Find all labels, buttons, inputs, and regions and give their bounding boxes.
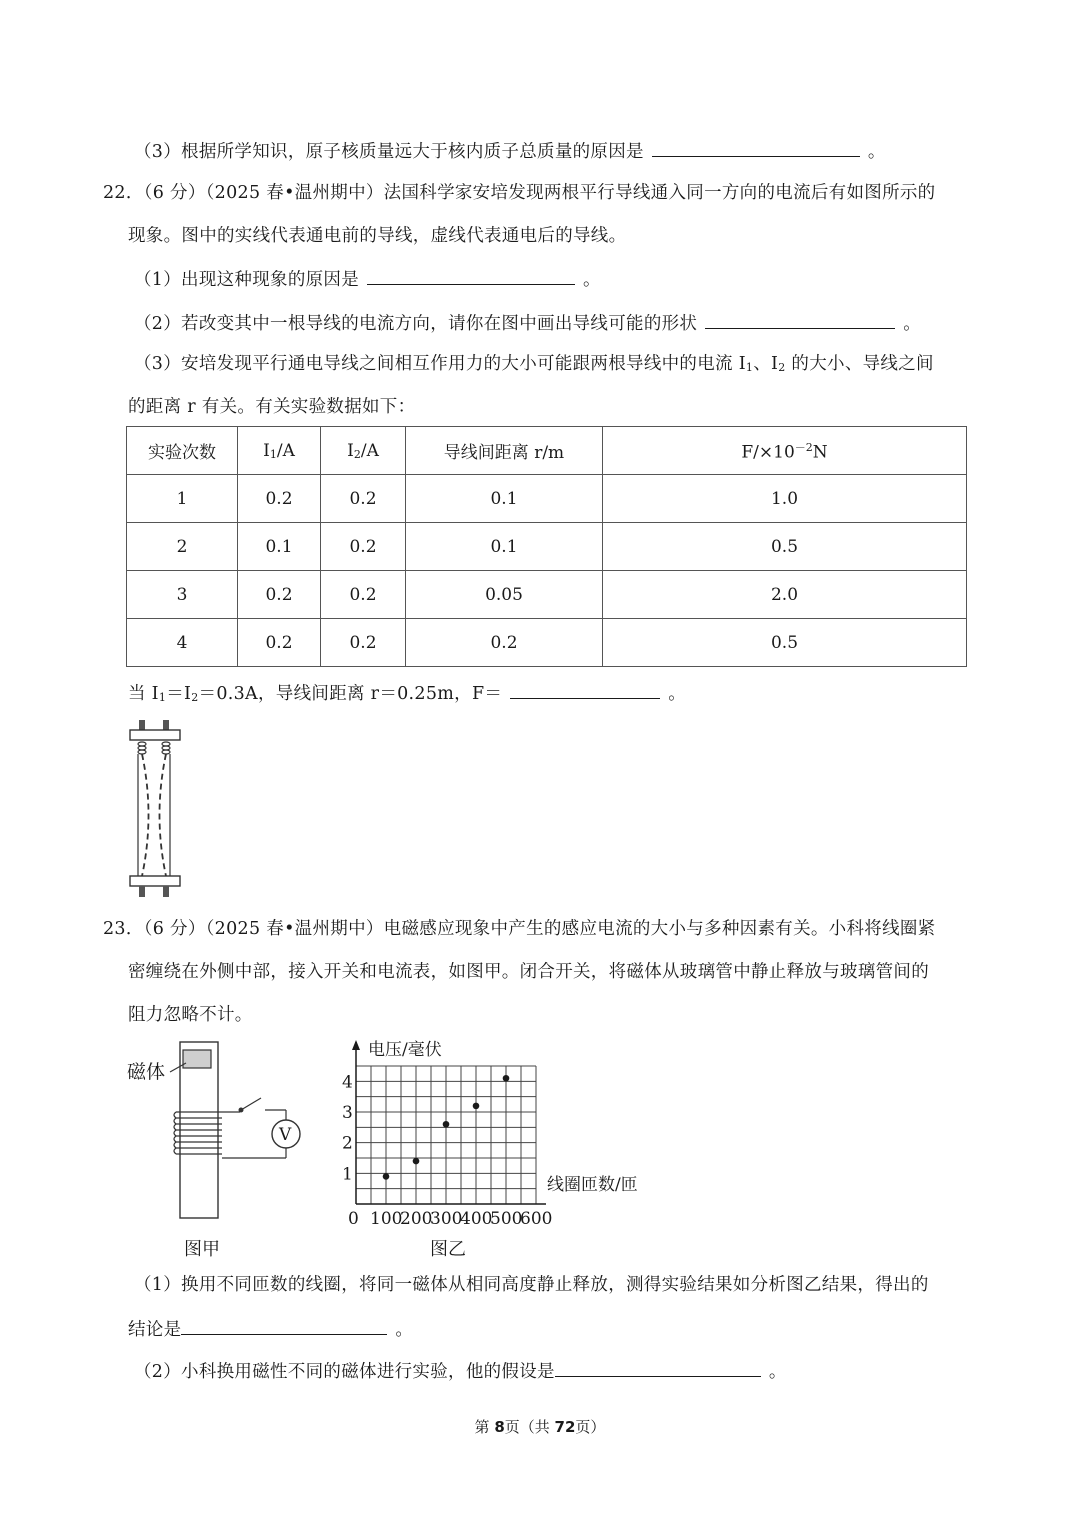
chart-grid	[356, 1066, 536, 1204]
y-tick-label: 2	[342, 1133, 353, 1154]
y-tick-label: 1	[342, 1164, 353, 1185]
data-point	[383, 1173, 390, 1180]
x-tick-label: 400	[460, 1209, 493, 1229]
table-row: 2 0.1 0.2 0.1 0.5	[127, 523, 967, 571]
data-point	[413, 1158, 420, 1165]
chart-ylabel: 电压/毫伏	[368, 1040, 442, 1060]
table-row: 3 0.2 0.2 0.05 2.0	[127, 571, 967, 619]
answer-blank[interactable]	[367, 266, 575, 285]
q22-intro-line2: 现象。图中的实线代表通电前的导线，虚线代表通电后的导线。	[128, 226, 627, 246]
q23-part1-line2: 结论是 。	[128, 1316, 413, 1342]
chart-xlabel: 线圈匝数/匝	[547, 1175, 638, 1195]
q22-part3-line2: 的距离 r 有关。有关实验数据如下：	[128, 397, 416, 417]
figure-yi-caption: 图乙	[430, 1239, 466, 1260]
data-point	[443, 1121, 450, 1128]
magnet	[183, 1050, 211, 1068]
x-tick-label: 200	[400, 1209, 433, 1229]
q22-intro-line1: 22．（6 分）（2025 春•温州期中）法国科学家安培发现两根平行导线通入同一方向的电流后有如图所示的	[103, 183, 936, 203]
header-trial: 实验次数	[127, 427, 238, 475]
magnet-label: 磁体	[127, 1061, 166, 1083]
experiment-table	[126, 426, 967, 667]
data-point	[473, 1103, 480, 1110]
page-footer: 第 8页（共 72页）	[474, 1418, 606, 1436]
q23-intro-line3: 阻力忽略不计。	[128, 1005, 253, 1025]
q23-intro-line1: 23．（6 分）（2025 春•温州期中）电磁感应现象中产生的感应电流的大小与多种因素有关。小科将线圈紧	[103, 919, 936, 939]
q21-part3: （3）根据所学知识，原子核质量远大于核内质子总质量的原因是 。	[134, 138, 886, 164]
q22-part3: （3）安培发现平行通电导线之间相互作用力的大小可能跟两根导线中的电流 $I_1$、$I_2$ 的大小、导线之间	[134, 354, 934, 374]
page-number: 8	[494, 1418, 505, 1436]
header-force: $F/\times 10^{-2}N$	[603, 427, 967, 475]
table-row: 1 0.2 0.2 0.1 1.0	[127, 475, 967, 523]
answer-blank[interactable]	[705, 310, 895, 329]
y-tick-label: 4	[342, 1072, 353, 1093]
q22-part2: （2）若改变其中一根导线的电流方向，请你在图中画出导线可能的形状 。	[134, 310, 921, 336]
figure-yi-chart	[330, 1032, 670, 1268]
y-axis-arrow	[352, 1040, 360, 1050]
q23-intro-line2: 密缠绕在外侧中部，接入开关和电流表，如图甲。闭合开关，将磁体从玻璃管中静止释放与玻璃管间的	[128, 962, 929, 982]
x-tick-label: 0	[348, 1209, 359, 1229]
answer-blank[interactable]	[555, 1358, 761, 1377]
data-point	[503, 1075, 510, 1082]
header-distance: 导线间距离 r/m	[406, 427, 603, 475]
q23-part2: （2）小科换用磁性不同的磁体进行实验，他的假设是 。	[134, 1358, 787, 1384]
voltmeter-label: V	[279, 1125, 292, 1145]
chart-axes	[352, 1040, 546, 1204]
q23-part1-line1: （1）换用不同匝数的线圈，将同一磁体从相同高度静止释放，测得实验结果如分析图乙结果，得出的	[134, 1275, 929, 1295]
parallel-wires-figure	[125, 718, 185, 900]
answer-blank[interactable]	[181, 1316, 387, 1335]
y-tick-label: 3	[342, 1103, 353, 1123]
figure-jia-coil-circuit	[120, 1038, 320, 1268]
switch	[241, 1098, 261, 1110]
table-row: 4 0.2 0.2 0.2 0.5	[127, 619, 967, 667]
header-i2: $I_2/A$	[321, 427, 406, 475]
q22-question: 当 $I_1=I_2=0.3A$，导线间距离 r＝0.25m，F＝ 。	[128, 680, 686, 710]
page-total: 72	[554, 1418, 576, 1436]
x-tick-label: 500	[490, 1209, 523, 1229]
figure-jia-caption: 图甲	[184, 1239, 220, 1260]
header-i1: $I_1/A$	[238, 427, 321, 475]
answer-blank[interactable]	[510, 680, 660, 699]
answer-blank[interactable]	[652, 138, 860, 157]
x-tick-label: 600	[520, 1209, 553, 1229]
x-tick-label: 300	[430, 1209, 463, 1229]
x-tick-label: 100	[370, 1209, 403, 1229]
table-header-row	[127, 427, 967, 475]
q22-part1: （1）出现这种现象的原因是 。	[134, 266, 601, 292]
